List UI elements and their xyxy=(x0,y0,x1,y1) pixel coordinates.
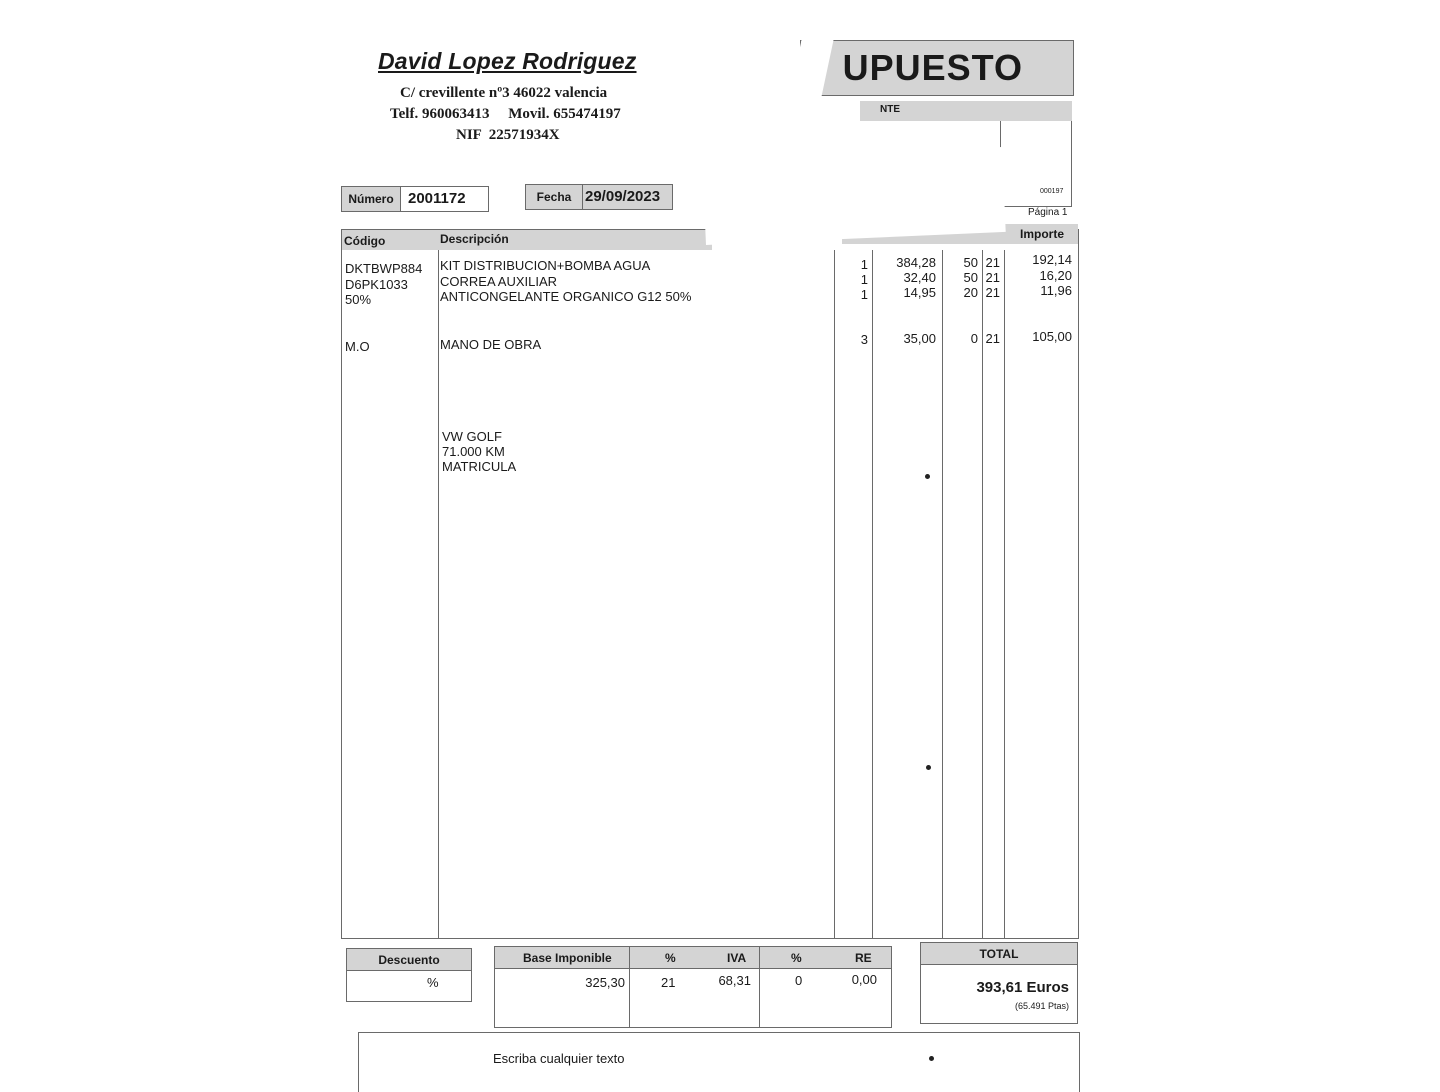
table-row-dto: 0 xyxy=(970,331,978,346)
base-value: 325,30 xyxy=(585,975,625,990)
column-divider xyxy=(982,250,983,938)
iva-value: 68,31 xyxy=(718,973,751,988)
table-row-descripcion: KIT DISTRIBUCION+BOMBA AGUA xyxy=(440,258,651,273)
note-line: 71.000 KM xyxy=(442,444,505,459)
notes-box xyxy=(358,1032,1080,1092)
table-row-cantidad: 3 xyxy=(860,332,868,347)
scan-speck xyxy=(925,474,930,479)
table-row-importe: 192,14 xyxy=(1032,252,1072,267)
table-row-cantidad: 1 xyxy=(860,272,868,287)
table-row-iva: 21 xyxy=(985,331,1000,346)
table-row-precio: 32,40 xyxy=(903,270,936,285)
re-value: 0,00 xyxy=(851,972,877,987)
note-line: MATRICULA xyxy=(442,459,517,474)
column-divider xyxy=(942,250,943,938)
numero-label: Número xyxy=(342,187,401,211)
fecha-field xyxy=(525,184,673,210)
total-ptas: (65.491 Ptas) xyxy=(1014,1001,1069,1011)
iva-label: IVA xyxy=(727,951,747,965)
document-title: UPUESTO xyxy=(842,47,1023,88)
table-row-codigo: 50% xyxy=(345,292,372,307)
descuento-pct: % xyxy=(427,975,439,990)
table-row-cantidad: 1 xyxy=(860,257,868,272)
client-label: NTE xyxy=(880,104,900,115)
descuento-box xyxy=(346,948,472,1002)
column-divider xyxy=(438,250,439,938)
column-divider xyxy=(1004,250,1005,938)
total-box xyxy=(920,942,1078,1024)
pct-value: 21 xyxy=(661,975,676,990)
table-row-iva: 21 xyxy=(985,270,1000,285)
header-codigo: Código xyxy=(344,234,386,248)
table-row-precio: 384,28 xyxy=(896,255,936,270)
scan-speck xyxy=(926,765,931,770)
footer-text: Escriba cualquier texto xyxy=(493,1051,625,1066)
numero-field xyxy=(341,186,489,212)
company-nif: NIF 22571934X xyxy=(456,127,560,143)
fecha-value: 29/09/2023 xyxy=(585,188,661,205)
table-row-importe: 11,96 xyxy=(1040,283,1072,298)
page-number: Página 1 xyxy=(1028,207,1068,218)
total-value: 393,61 Euros xyxy=(976,979,1069,996)
table-row-descripcion: ANTICONGELANTE ORGANICO G12 50% xyxy=(440,289,692,304)
table-row-precio: 14,95 xyxy=(903,285,936,300)
total-label: TOTAL xyxy=(921,943,1077,965)
table-row-descripcion: MANO DE OBRA xyxy=(440,337,542,352)
table-header-left xyxy=(342,230,712,250)
numero-value: 2001172 xyxy=(408,190,466,207)
fecha-label: Fecha xyxy=(526,185,583,209)
base-label: Base Imponible xyxy=(523,951,612,965)
table-row-precio: 35,00 xyxy=(903,331,936,346)
re-label: RE xyxy=(855,951,872,965)
table-row-importe: 105,00 xyxy=(1032,329,1072,344)
items-table xyxy=(341,229,1079,939)
small-code: 000197 xyxy=(1040,188,1064,195)
pct2-value: 0 xyxy=(795,973,803,988)
descuento-label: Descuento xyxy=(347,949,471,971)
pct2-label: % xyxy=(791,951,802,965)
company-address: C/ crevillente nº3 46022 valencia xyxy=(400,85,608,101)
note-line: VW GOLF xyxy=(442,429,502,444)
base-imponible-box xyxy=(494,946,892,1028)
table-row-codigo: DKTBWP884 xyxy=(345,261,423,276)
table-row-iva: 21 xyxy=(985,285,1000,300)
table-row-codigo: M.O xyxy=(345,339,370,354)
pct-label: % xyxy=(665,951,676,965)
company-phone: Telf. 960063413 Movil. 655474197 xyxy=(390,106,621,122)
column-divider xyxy=(834,250,835,938)
table-row-dto: 50 xyxy=(963,270,978,285)
client-header xyxy=(860,101,1072,121)
table-row-iva: 21 xyxy=(985,255,1000,270)
table-row-importe: 16,20 xyxy=(1039,268,1072,283)
column-divider xyxy=(629,947,630,1027)
column-divider xyxy=(759,947,760,1027)
column-divider xyxy=(872,250,873,938)
table-row-descripcion: CORREA AUXILIAR xyxy=(440,274,558,289)
table-row-dto: 50 xyxy=(963,255,978,270)
header-descripcion: Descripción xyxy=(440,232,509,246)
title-block xyxy=(800,40,1074,96)
torn-paper-overlay xyxy=(702,147,1005,245)
base-header xyxy=(495,947,891,969)
company-name: David Lopez Rodriguez xyxy=(378,48,637,74)
table-row-codigo: D6PK1033 xyxy=(345,277,408,292)
table-row-dto: 20 xyxy=(963,285,978,300)
header-importe: Importe xyxy=(1020,227,1065,241)
table-row-cantidad: 1 xyxy=(860,287,868,302)
